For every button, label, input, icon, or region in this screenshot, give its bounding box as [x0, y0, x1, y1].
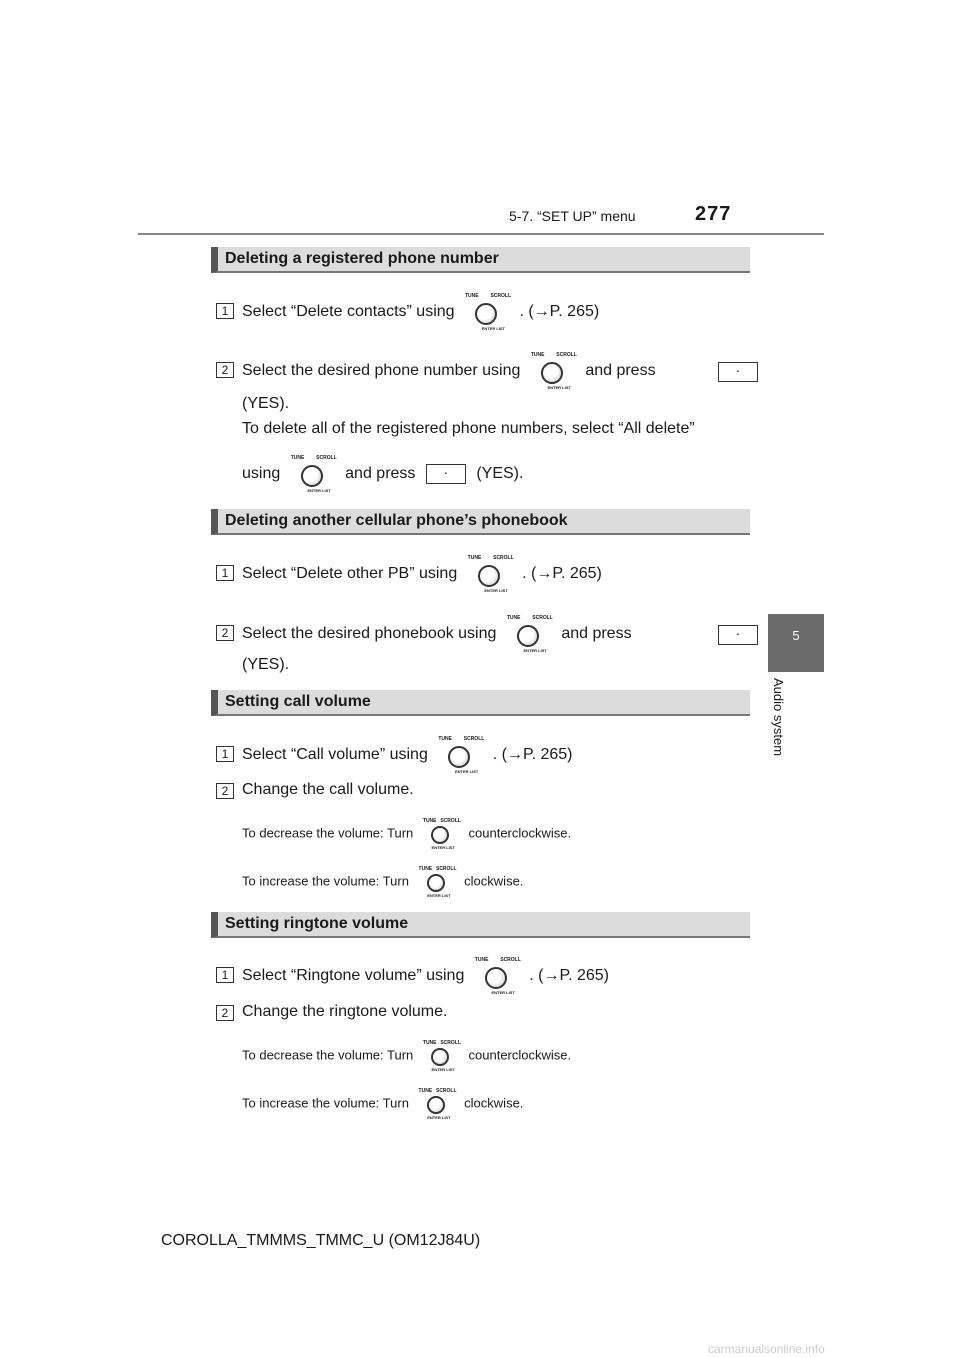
step-text: Select “Delete other PB” using TUNE SCROLL ENTER LIST . (→P. 265)	[242, 555, 602, 593]
section-title-bar	[211, 912, 750, 938]
step-number: 1	[216, 565, 234, 581]
section-title: Setting call volume	[225, 693, 371, 710]
step-number: 1	[216, 303, 234, 319]
section-title: Deleting a registered phone number	[225, 250, 499, 267]
step-text: Select the desired phonebook using TUNE SCROLL ENTER LIST and press ·	[242, 615, 750, 653]
tune-scroll-knob-icon: TUNE SCROLL ENTER LIST	[530, 352, 577, 390]
tune-scroll-knob-icon: TUNE SCROLL ENTER LIST	[422, 818, 461, 850]
tune-scroll-knob-icon: TUNE SCROLL ENTER LIST	[474, 957, 521, 995]
yes-button-icon: ·	[718, 625, 758, 645]
tune-scroll-knob-icon: TUNE SCROLL ENTER LIST	[465, 293, 511, 331]
section-title-bar	[211, 690, 750, 716]
step-text: Select “Delete contacts” using TUNE SCROLL ENTER LIST . (→P. 265)	[242, 293, 600, 331]
step-number: 1	[216, 967, 234, 983]
step-number: 1	[216, 746, 234, 762]
step-number: 2	[216, 783, 234, 799]
instruction-text: To increase the volume: Turn TUNE SCROLL ENTER LIST clockwise.	[242, 1088, 524, 1120]
watermark: carmanualsonline.info	[708, 1342, 825, 1356]
step-text: (YES).	[242, 656, 290, 673]
step-text: Change the ringtone volume.	[242, 1003, 448, 1020]
step-number: 2	[216, 625, 234, 641]
instruction-text: To decrease the volume: Turn TUNE SCROLL ENTER LIST counterclockwise.	[242, 1040, 572, 1072]
tune-scroll-knob-icon: TUNE SCROLL ENTER LIST	[290, 455, 337, 493]
step-text: Change the call volume.	[242, 781, 414, 798]
section-title: Setting ringtone volume	[225, 915, 409, 932]
yes-button-icon: ·	[718, 362, 758, 382]
tune-scroll-knob-icon: TUNE SCROLL ENTER LIST	[438, 736, 485, 774]
tune-scroll-knob-icon: TUNE SCROLL ENTER LIST	[422, 1040, 461, 1072]
tune-scroll-knob-icon: TUNE SCROLL ENTER LIST	[418, 866, 457, 898]
page-number: 277	[695, 203, 732, 225]
step-text: To delete all of the registered phone numbers, select “All delete”	[242, 420, 695, 437]
step-text: Select “Ringtone volume” using TUNE SCROLL ENTER LIST . (→P. 265)	[242, 957, 609, 995]
step-text: Select “Call volume” using TUNE SCROLL ENTER LIST . (→P. 265)	[242, 736, 573, 774]
section-heading: 5-7. “SET UP” menu	[509, 208, 636, 224]
yes-button-icon: ·	[426, 464, 466, 484]
tune-scroll-knob-icon: TUNE SCROLL ENTER LIST	[506, 615, 553, 653]
chapter-tab	[768, 614, 824, 672]
step-text: (YES).	[242, 395, 290, 412]
header-rule	[138, 233, 824, 235]
document-footer: COROLLA_TMMMS_TMMC_U (OM12J84U)	[161, 1232, 481, 1249]
section-title: Deleting another cellular phone’s phonebook	[225, 512, 568, 529]
section-title-bar	[211, 509, 750, 535]
tune-scroll-knob-icon: TUNE SCROLL ENTER LIST	[467, 555, 514, 593]
tune-scroll-knob-icon: TUNE SCROLL ENTER LIST	[418, 1088, 457, 1120]
chapter-label: Audio system	[771, 678, 786, 757]
step-number: 2	[216, 1005, 234, 1021]
chapter-number: 5	[792, 628, 800, 643]
step-number: 2	[216, 362, 234, 378]
step-text: Select the desired phone number using TUNE SCROLL ENTER LIST and press ·	[242, 352, 750, 390]
instruction-text: To increase the volume: Turn TUNE SCROLL ENTER LIST clockwise.	[242, 866, 524, 898]
step-text: using TUNE SCROLL ENTER LIST and press · (YES).	[242, 455, 524, 493]
instruction-text: To decrease the volume: Turn TUNE SCROLL ENTER LIST counterclockwise.	[242, 818, 572, 850]
section-title-bar	[211, 247, 750, 273]
